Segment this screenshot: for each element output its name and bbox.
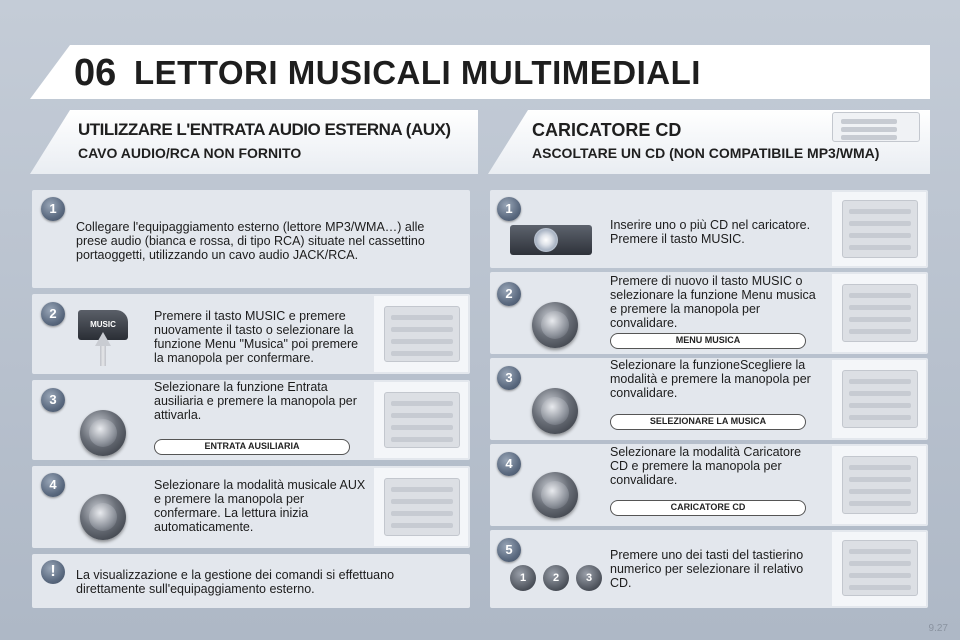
radio-front-panel (842, 370, 918, 428)
rotary-knob-icon (532, 388, 578, 434)
radio-front-panel (842, 284, 918, 342)
rotary-knob-icon (532, 472, 578, 518)
step-text: Premere il tasto MUSIC e premere nuovamente il tasto o selezionare la funzione Menu "Musica" poi premere la manopola per confermare. (154, 309, 359, 365)
preset-key-2: 2 (543, 565, 569, 591)
radio-front-panel (384, 306, 460, 362)
step-text: Selezionare la funzioneScegliere la modalità e premere la manopola per convalidare. (610, 358, 811, 400)
preset-key-3: 3 (576, 565, 602, 591)
step-number-badge: 3 (41, 388, 65, 412)
warning-icon: ! (41, 560, 65, 584)
step-text: Selezionare la funzione Entrata ausiliaria e premere la manopola per attivarla. (154, 380, 357, 422)
page-number: 9.27 (928, 623, 948, 634)
rotary-knob-icon (532, 302, 578, 348)
music-button-icon: MUSIC (78, 310, 128, 340)
step-number-badge: 2 (41, 302, 65, 326)
page-title: LETTORI MUSICALI MULTIMEDIALI (134, 54, 701, 91)
step-number-badge: 1 (41, 197, 65, 221)
step-text: Inserire uno o più CD nel caricatore. Premere il tasto MUSIC. (610, 218, 811, 246)
step-number-badge: 4 (41, 473, 65, 497)
step-number-badge: 4 (497, 452, 521, 476)
preset-key-1: 1 (510, 565, 536, 591)
menu-label-pill: MENU MUSICA (610, 333, 806, 349)
push-arrow-icon (100, 344, 106, 366)
rotary-knob-icon (80, 494, 126, 540)
menu-label-pill: CARICATORE CD (610, 500, 806, 516)
cd-changer-thumbnail (832, 112, 920, 142)
right-section-title: CARICATORE CD (532, 120, 682, 140)
step-number-badge: 3 (497, 366, 521, 390)
rotary-knob-icon (80, 410, 126, 456)
left-section-subtitle: CAVO AUDIO/RCA NON FORNITO (78, 145, 302, 161)
right-section-subtitle: ASCOLTARE UN CD (NON COMPATIBILE MP3/WMA) (532, 145, 880, 161)
step-number-badge: 2 (497, 282, 521, 306)
radio-front-panel (842, 456, 918, 514)
step-number-badge: 5 (497, 538, 521, 562)
step-number-badge: 1 (497, 197, 521, 221)
cd-disc-icon (534, 228, 558, 252)
radio-front-panel (384, 478, 460, 536)
step-text: Selezionare la modalità musicale AUX e premere la manopola per confermare. La lettura inizia automaticamente. (154, 478, 366, 534)
step-text: Premere uno dei tasti del tastierino numerico per selezionare il relativo CD. (610, 548, 804, 590)
arrow-up-icon (95, 332, 111, 346)
step-text: Selezionare la modalità Caricatore CD e premere la manopola per convalidare. (610, 445, 802, 487)
radio-front-panel (842, 200, 918, 258)
warning-text: La visualizzazione e la gestione dei comandi si effettuano direttamente sull'equipaggiamento esterno. (76, 568, 395, 596)
step-text: Collegare l'equipaggiamento esterno (lettore MP3/WMA…) alle prese audio (bianca e rossa, di tipo RCA) situate nel cassettino portaoggetti, utilizzando un cavo audio JACK/RCA. (76, 220, 425, 262)
radio-front-panel (842, 540, 918, 596)
chapter-number: 06 (74, 52, 117, 94)
menu-label-pill: ENTRATA AUSILIARIA (154, 439, 350, 455)
left-section-title: UTILIZZARE L'ENTRATA AUDIO ESTERNA (AUX) (78, 120, 451, 139)
step-text: Premere di nuovo il tasto MUSIC o selezionare la funzione Menu musica e premere la manopola per convalidare. (610, 274, 816, 330)
radio-front-panel (384, 392, 460, 448)
menu-label-pill: SELEZIONARE LA MUSICA (610, 414, 806, 430)
